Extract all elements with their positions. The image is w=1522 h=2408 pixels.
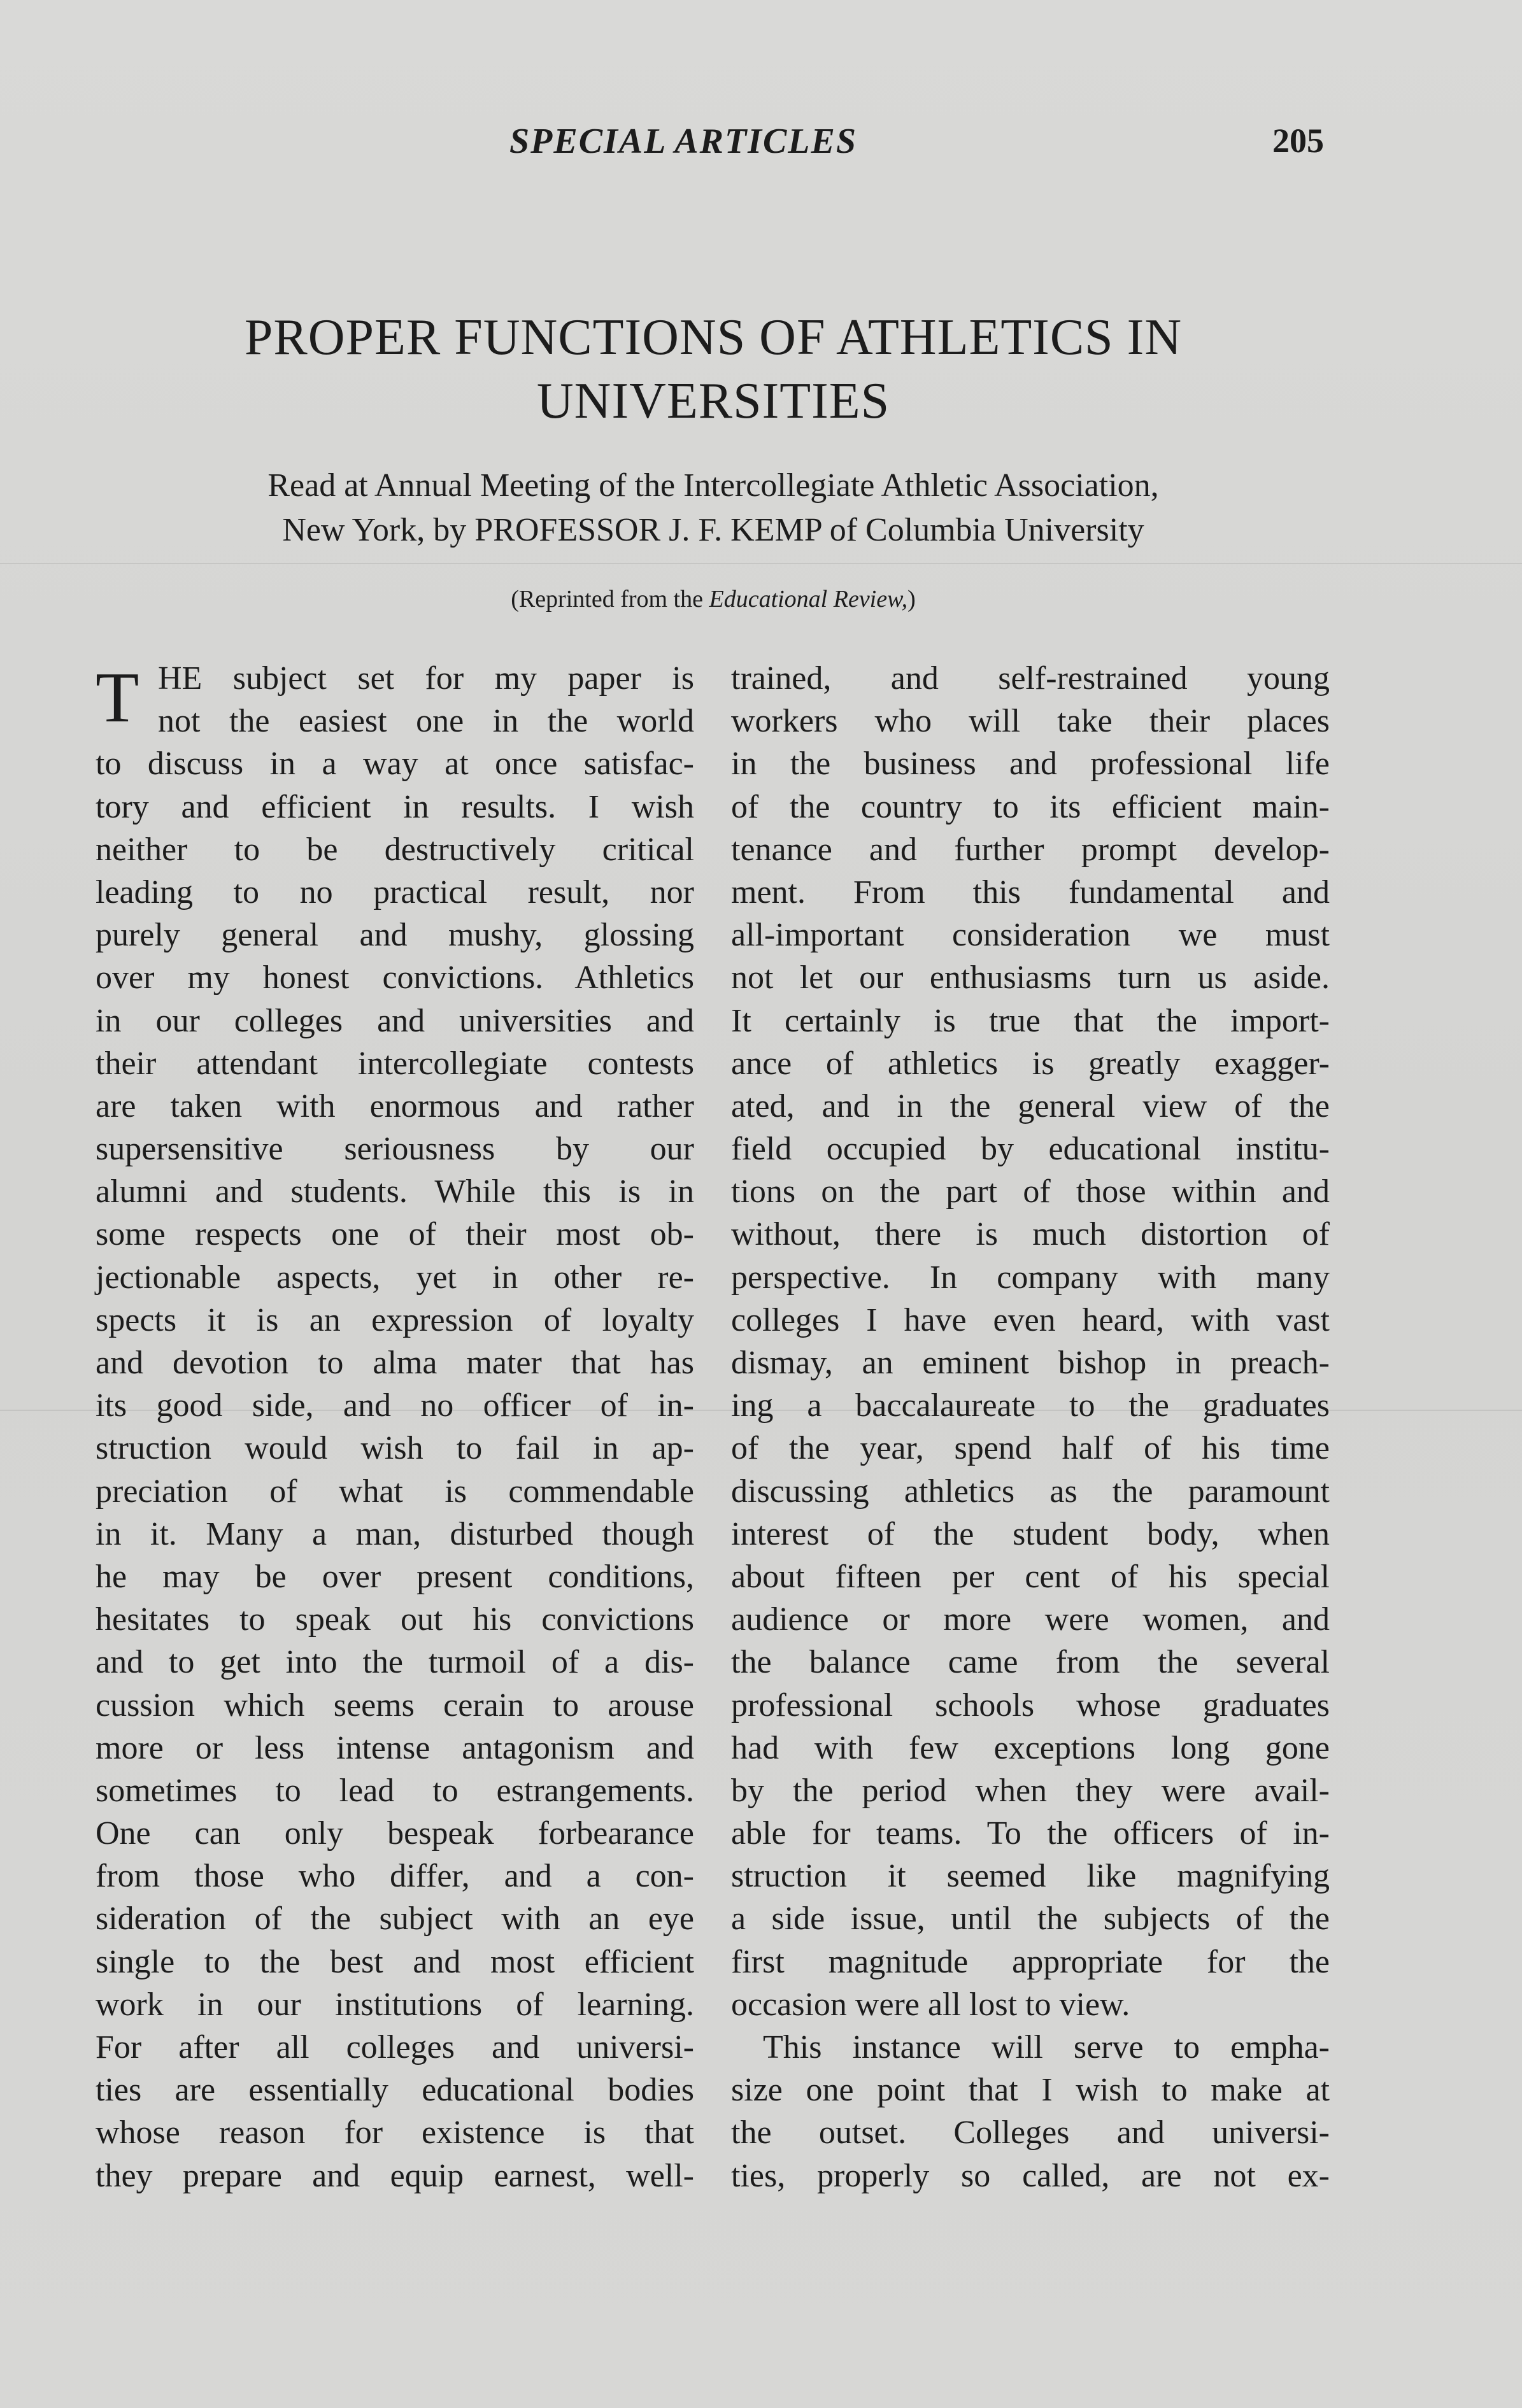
text-line: over my honest convictions. Athletics [96, 960, 694, 996]
text-line: ing a baccalaureate to the graduates [731, 1387, 1330, 1424]
text-line: trained, and self-restrained young [731, 660, 1330, 697]
text-line: sideration of the subject with an eye [96, 1901, 694, 1937]
text-line: audience or more were women, and [731, 1601, 1330, 1638]
text-line: preciation of what is commendable [96, 1473, 694, 1510]
byline-line: Read at Annual Meeting of the Intercollegiate Athletic Association, [267, 467, 1159, 504]
text-line: ated, and in the general view of the [731, 1087, 1330, 1124]
text-line: hesitates to speak out his convictions [96, 1601, 694, 1638]
text-line: he may be over present conditions, [96, 1558, 694, 1595]
text-line: tenance and further prompt develop- [731, 831, 1330, 868]
text-line: by the period when they were avail- [731, 1772, 1330, 1809]
text-line: field occupied by educational institu- [731, 1131, 1330, 1168]
text-line: discussing athletics as the paramount [731, 1473, 1330, 1510]
text-line: the balance came from the several [731, 1644, 1330, 1681]
text-line: struction it seemed like magnifying [731, 1858, 1330, 1895]
text-line: perspective. In company with many [731, 1259, 1330, 1296]
text-line: single to the best and most efficient [96, 1943, 694, 1980]
text-line: the outset. Colleges and universi- [731, 2114, 1330, 2151]
text-line: HE subject set for my paper is [158, 660, 694, 697]
text-line: whose reason for existence is that [96, 2114, 694, 2151]
text-line: in it. Many a man, disturbed though [96, 1515, 694, 1552]
title-line: UNIVERSITIES [536, 373, 890, 429]
text-line: tory and efficient in results. I wish [96, 788, 694, 825]
text-line: workers who will take their places [731, 703, 1330, 740]
text-line: One can only bespeak forbearance [96, 1815, 694, 1852]
text-line: ties are essentially educational bodies [96, 2072, 694, 2109]
text-line: dismay, an eminent bishop in preach- [731, 1345, 1330, 1381]
text-line: more or less intense antagonism and [96, 1729, 694, 1766]
text-line: to discuss in a way at once satisfac- [96, 746, 694, 783]
text-line: and to get into the turmoil of a dis- [96, 1644, 694, 1681]
text-line: leading to no practical result, nor [96, 874, 694, 910]
running-header [0, 121, 1522, 172]
text-line: For after all colleges and universi- [96, 2029, 694, 2065]
byline [96, 464, 1331, 553]
text-line: sometimes to lead to estrangements. [96, 1772, 694, 1809]
text-line: struction would wish to fail in ap- [96, 1430, 694, 1467]
reprint-suffix: ) [907, 586, 916, 613]
text-line: some respects one of their most ob- [96, 1216, 694, 1253]
text-line: in the business and professional life [731, 746, 1330, 783]
text-line: of the country to its efficient main- [731, 788, 1330, 825]
text-line: ance of athletics is greatly exagger- [731, 1045, 1330, 1082]
text-line: purely general and mushy, glossing [96, 917, 694, 954]
page-number: 205 [1272, 122, 1324, 160]
text-line: first magnitude appropriate for the [731, 1943, 1330, 1980]
text-line: cussion which seems cerain to arouse [96, 1687, 694, 1724]
article-title [96, 306, 1331, 433]
text-line: It certainly is true that the import- [731, 1002, 1330, 1039]
reprint-note [96, 583, 1331, 615]
text-line: about fifteen per cent of his special [731, 1558, 1330, 1595]
text-line: their attendant intercollegiate contests [96, 1045, 694, 1082]
text-line: not let our enthusiasms turn us aside. [731, 960, 1330, 996]
text-line: jectionable aspects, yet in other re- [96, 1259, 694, 1296]
scan-crease [0, 563, 1522, 564]
text-line: colleges I have even heard, with vast [731, 1301, 1330, 1338]
text-line: they prepare and equip earnest, well- [96, 2157, 694, 2194]
text-line: all-important consideration we must [731, 917, 1330, 954]
text-line: ment. From this fundamental and [731, 874, 1330, 910]
left-column [96, 657, 694, 2197]
text-line: size one point that I wish to make at [731, 2072, 1330, 2109]
text-line: occasion were all lost to view. [731, 1986, 1130, 2023]
text-line: professional schools whose graduates [731, 1687, 1330, 1724]
reprint-source: Educational Review, [709, 586, 908, 613]
text-line: supersensitive seriousness by our [96, 1131, 694, 1168]
reprint-prefix: (Reprinted from the [511, 586, 703, 613]
text-line: neither to be destructively critical [96, 831, 694, 868]
text-line: had with few exceptions long gone [731, 1729, 1330, 1766]
text-line: a side issue, until the subjects of the [731, 1901, 1330, 1937]
title-line: PROPER FUNCTIONS OF ATHLETICS IN [244, 309, 1183, 365]
text-line: ties, properly so called, are not ex- [731, 2157, 1330, 2194]
right-column [731, 657, 1330, 2197]
text-line: its good side, and no officer of in- [96, 1387, 694, 1424]
text-line: of the year, spend half of his time [731, 1430, 1330, 1467]
text-line: and devotion to alma mater that has [96, 1345, 694, 1381]
text-line: alumni and students. While this is in [96, 1173, 694, 1210]
text-line: spects it is an expression of loyalty [96, 1301, 694, 1338]
text-line: without, there is much distortion of [731, 1216, 1330, 1253]
running-title: SPECIAL ARTICLES [509, 122, 858, 161]
text-line: in our colleges and universities and [96, 1002, 694, 1039]
text-line: tions on the part of those within and [731, 1173, 1330, 1210]
text-line: not the easiest one in the world [158, 703, 694, 740]
text-line: are taken with enormous and rather [96, 1087, 694, 1124]
byline-line: New York, by PROFESSOR J. F. KEMP of Columbia University [282, 512, 1144, 548]
text-line: able for teams. To the officers of in- [731, 1815, 1330, 1852]
drop-cap: T [96, 658, 139, 737]
text-line: work in our institutions of learning. [96, 1986, 694, 2023]
text-line: from those who differ, and a con- [96, 1858, 694, 1895]
text-line: This instance will serve to empha- [763, 2029, 1330, 2065]
text-line: interest of the student body, when [731, 1515, 1330, 1552]
